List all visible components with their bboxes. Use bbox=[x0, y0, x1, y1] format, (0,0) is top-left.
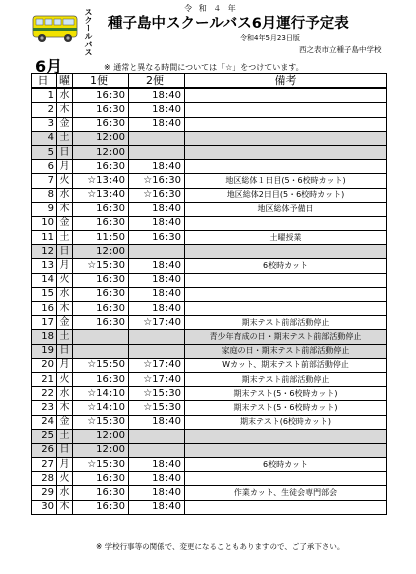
day-cell: 27 bbox=[32, 458, 57, 472]
bus1-time-cell: 16:30 bbox=[73, 88, 129, 103]
weekday-cell: 火 bbox=[57, 273, 73, 287]
bus2-time-cell: 18:40 bbox=[129, 287, 185, 301]
table-row bbox=[32, 415, 387, 429]
bus1-time-cell: 16:30 bbox=[73, 117, 129, 131]
bus1-time-cell: ☆14:10 bbox=[73, 387, 129, 401]
day-cell: 12 bbox=[32, 245, 57, 259]
bus1-time-cell: 16:30 bbox=[73, 302, 129, 316]
bus1-time-cell: ☆13:40 bbox=[73, 174, 129, 188]
remarks-cell bbox=[185, 117, 387, 131]
remarks-cell: 作業カット、生徒会専門部会 bbox=[185, 486, 387, 500]
bus2-time-cell: 18:40 bbox=[129, 259, 185, 273]
day-cell: 22 bbox=[32, 387, 57, 401]
day-cell: 1 bbox=[32, 88, 57, 103]
table-header-row bbox=[32, 74, 387, 89]
edition-date: 令和4年5月23日版 bbox=[240, 34, 300, 42]
bus2-time-cell: ☆16:30 bbox=[129, 174, 185, 188]
bus2-time-cell: ☆17:40 bbox=[129, 316, 185, 330]
bus2-time-cell bbox=[129, 429, 185, 443]
day-cell: 10 bbox=[32, 216, 57, 230]
weekday-cell: 金 bbox=[57, 216, 73, 230]
remarks-cell: 6校時カット bbox=[185, 259, 387, 273]
day-cell: 26 bbox=[32, 443, 57, 457]
weekday-cell: 水 bbox=[57, 387, 73, 401]
table-row bbox=[32, 160, 387, 174]
weekday-cell: 水 bbox=[57, 287, 73, 301]
table-row bbox=[32, 287, 387, 301]
table-row bbox=[32, 443, 387, 457]
day-cell: 29 bbox=[32, 486, 57, 500]
remarks-cell: 期末テスト(5・6校時カット) bbox=[185, 401, 387, 415]
bus1-time-cell bbox=[73, 330, 129, 344]
weekday-cell: 土 bbox=[57, 330, 73, 344]
day-cell: 11 bbox=[32, 231, 57, 245]
table-row bbox=[32, 500, 387, 514]
table-row bbox=[32, 372, 387, 386]
weekday-cell: 火 bbox=[57, 472, 73, 486]
bus2-time-cell: 18:40 bbox=[129, 103, 185, 117]
remarks-cell bbox=[185, 429, 387, 443]
bus2-time-cell: ☆17:40 bbox=[129, 358, 185, 372]
header-day: 日 bbox=[32, 74, 57, 89]
table-row bbox=[32, 316, 387, 330]
weekday-cell: 金 bbox=[57, 316, 73, 330]
remarks-cell bbox=[185, 287, 387, 301]
bus2-time-cell: ☆16:30 bbox=[129, 188, 185, 202]
bus2-time-cell: 18:40 bbox=[129, 273, 185, 287]
remarks-cell: 家庭の日・期末テスト前部活動停止 bbox=[185, 344, 387, 358]
schedule-table bbox=[31, 73, 387, 515]
bus2-time-cell: 18:40 bbox=[129, 472, 185, 486]
day-cell: 13 bbox=[32, 259, 57, 273]
remarks-cell bbox=[185, 245, 387, 259]
table-row bbox=[32, 117, 387, 131]
remarks-cell bbox=[185, 103, 387, 117]
remarks-cell bbox=[185, 472, 387, 486]
remarks-cell bbox=[185, 131, 387, 145]
remarks-cell bbox=[185, 216, 387, 230]
remarks-cell: Wカット、期末テスト前部活動停止 bbox=[185, 358, 387, 372]
weekday-cell: 日 bbox=[57, 245, 73, 259]
bus2-time-cell bbox=[129, 245, 185, 259]
header-bus1: 1便 bbox=[73, 74, 129, 89]
weekday-cell: 日 bbox=[57, 344, 73, 358]
weekday-cell: 土 bbox=[57, 131, 73, 145]
bus2-time-cell: 18:40 bbox=[129, 458, 185, 472]
remarks-cell: 6校時カット bbox=[185, 458, 387, 472]
bus1-time-cell: 16:30 bbox=[73, 273, 129, 287]
day-cell: 9 bbox=[32, 202, 57, 216]
weekday-cell: 金 bbox=[57, 415, 73, 429]
remarks-cell: 地区総体2日目(5・6校時カット) bbox=[185, 188, 387, 202]
bus2-time-cell: 18:40 bbox=[129, 216, 185, 230]
table-row bbox=[32, 387, 387, 401]
header-weekday: 曜 bbox=[57, 74, 73, 89]
remarks-cell bbox=[185, 88, 387, 103]
day-cell: 25 bbox=[32, 429, 57, 443]
table-row bbox=[32, 131, 387, 145]
bus1-time-cell: 16:30 bbox=[73, 216, 129, 230]
day-cell: 3 bbox=[32, 117, 57, 131]
bus2-time-cell: 18:40 bbox=[129, 88, 185, 103]
day-cell: 15 bbox=[32, 287, 57, 301]
weekday-cell: 土 bbox=[57, 429, 73, 443]
weekday-cell: 月 bbox=[57, 458, 73, 472]
table-row bbox=[32, 103, 387, 117]
bus1-time-cell: ☆15:50 bbox=[73, 358, 129, 372]
weekday-cell: 日 bbox=[57, 145, 73, 159]
bus2-time-cell: 18:40 bbox=[129, 500, 185, 514]
bus2-time-cell bbox=[129, 131, 185, 145]
bus2-time-cell: 18:40 bbox=[129, 117, 185, 131]
day-cell: 6 bbox=[32, 160, 57, 174]
weekday-cell: 火 bbox=[57, 174, 73, 188]
bus1-time-cell: 12:00 bbox=[73, 443, 129, 457]
table-row bbox=[32, 344, 387, 358]
weekday-cell: 日 bbox=[57, 443, 73, 457]
table-row bbox=[32, 231, 387, 245]
bus1-time-cell: ☆14:10 bbox=[73, 401, 129, 415]
table-row bbox=[32, 486, 387, 500]
weekday-cell: 木 bbox=[57, 500, 73, 514]
weekday-cell: 月 bbox=[57, 160, 73, 174]
vertical-label: スクールバス bbox=[84, 8, 93, 56]
day-cell: 5 bbox=[32, 145, 57, 159]
day-cell: 17 bbox=[32, 316, 57, 330]
day-cell: 21 bbox=[32, 372, 57, 386]
bus2-time-cell: 18:40 bbox=[129, 302, 185, 316]
bus1-time-cell: ☆15:30 bbox=[73, 259, 129, 273]
day-cell: 30 bbox=[32, 500, 57, 514]
bus1-time-cell: 12:00 bbox=[73, 131, 129, 145]
remarks-cell: 期末テスト前部活動停止 bbox=[185, 316, 387, 330]
table-row bbox=[32, 174, 387, 188]
bus2-time-cell: 18:40 bbox=[129, 202, 185, 216]
bus2-time-cell: 18:40 bbox=[129, 486, 185, 500]
day-cell: 23 bbox=[32, 401, 57, 415]
weekday-cell: 木 bbox=[57, 202, 73, 216]
table-row bbox=[32, 216, 387, 230]
footnote: ※ 学校行事等の関係で、変更になることもありますので、ご了承下さい。 bbox=[96, 542, 345, 551]
day-cell: 7 bbox=[32, 174, 57, 188]
remarks-cell: 地区総体予備日 bbox=[185, 202, 387, 216]
remarks-cell bbox=[185, 160, 387, 174]
day-cell: 24 bbox=[32, 415, 57, 429]
bus1-time-cell: 16:30 bbox=[73, 316, 129, 330]
header-bus2: 2便 bbox=[129, 74, 185, 89]
bus2-time-cell: 16:30 bbox=[129, 231, 185, 245]
remarks-cell bbox=[185, 443, 387, 457]
day-cell: 19 bbox=[32, 344, 57, 358]
day-cell: 20 bbox=[32, 358, 57, 372]
table-row bbox=[32, 202, 387, 216]
bus1-time-cell bbox=[73, 344, 129, 358]
table-row bbox=[32, 302, 387, 316]
bus1-time-cell: ☆15:30 bbox=[73, 415, 129, 429]
weekday-cell: 木 bbox=[57, 302, 73, 316]
bus1-time-cell: 16:30 bbox=[73, 500, 129, 514]
month-label: 6月 bbox=[35, 57, 63, 76]
table-row bbox=[32, 88, 387, 103]
day-cell: 14 bbox=[32, 273, 57, 287]
weekday-cell: 土 bbox=[57, 231, 73, 245]
table-row bbox=[32, 259, 387, 273]
table-row bbox=[32, 472, 387, 486]
day-cell: 8 bbox=[32, 188, 57, 202]
weekday-cell: 木 bbox=[57, 401, 73, 415]
bus2-time-cell bbox=[129, 330, 185, 344]
weekday-cell: 月 bbox=[57, 358, 73, 372]
table-row bbox=[32, 145, 387, 159]
legend-note: ※ 通常と異なる時間については「☆」をつけています。 bbox=[104, 63, 304, 72]
bus2-time-cell: ☆15:30 bbox=[129, 401, 185, 415]
bus1-time-cell: ☆15:30 bbox=[73, 458, 129, 472]
weekday-cell: 火 bbox=[57, 372, 73, 386]
weekday-cell: 水 bbox=[57, 188, 73, 202]
table-row bbox=[32, 358, 387, 372]
remarks-cell: 期末テスト前部活動停止 bbox=[185, 372, 387, 386]
bus1-time-cell: 16:30 bbox=[73, 472, 129, 486]
bus1-time-cell: 16:30 bbox=[73, 287, 129, 301]
day-cell: 4 bbox=[32, 131, 57, 145]
table-row bbox=[32, 458, 387, 472]
table-row bbox=[32, 245, 387, 259]
bus1-time-cell: 16:30 bbox=[73, 202, 129, 216]
bus2-time-cell: ☆15:30 bbox=[129, 387, 185, 401]
table-row bbox=[32, 273, 387, 287]
remarks-cell bbox=[185, 145, 387, 159]
remarks-cell: 期末テスト(6校時カット) bbox=[185, 415, 387, 429]
bus1-time-cell: 16:30 bbox=[73, 160, 129, 174]
weekday-cell: 月 bbox=[57, 259, 73, 273]
table-row bbox=[32, 188, 387, 202]
remarks-cell: 土曜授業 bbox=[185, 231, 387, 245]
bus1-time-cell: 12:00 bbox=[73, 145, 129, 159]
era-label: 令 和 ４ 年 bbox=[184, 4, 238, 13]
day-cell: 16 bbox=[32, 302, 57, 316]
bus2-time-cell: ☆17:40 bbox=[129, 372, 185, 386]
weekday-cell: 金 bbox=[57, 117, 73, 131]
weekday-cell: 木 bbox=[57, 103, 73, 117]
day-cell: 18 bbox=[32, 330, 57, 344]
header-remarks: 備考 bbox=[185, 74, 387, 89]
page-title: 種子島中スクールバス6月運行予定表 bbox=[108, 16, 349, 32]
bus2-time-cell: 18:40 bbox=[129, 160, 185, 174]
bus1-time-cell: 16:30 bbox=[73, 372, 129, 386]
bus1-time-cell: 16:30 bbox=[73, 486, 129, 500]
bus1-time-cell: 16:30 bbox=[73, 103, 129, 117]
remarks-cell bbox=[185, 273, 387, 287]
remarks-cell bbox=[185, 500, 387, 514]
bus1-time-cell: 11:50 bbox=[73, 231, 129, 245]
day-cell: 28 bbox=[32, 472, 57, 486]
school-bus-icon bbox=[31, 12, 79, 44]
remarks-cell: 青少年育成の日・期末テスト前部活動停止 bbox=[185, 330, 387, 344]
bus1-time-cell: 12:00 bbox=[73, 429, 129, 443]
remarks-cell: 地区総体１日目(5・6校時カット) bbox=[185, 174, 387, 188]
day-cell: 2 bbox=[32, 103, 57, 117]
weekday-cell: 水 bbox=[57, 88, 73, 103]
bus2-time-cell: 18:40 bbox=[129, 415, 185, 429]
table-row bbox=[32, 429, 387, 443]
school-name: 西之表市立種子島中学校 bbox=[299, 45, 382, 54]
table-row bbox=[32, 330, 387, 344]
table-row bbox=[32, 401, 387, 415]
bus2-time-cell bbox=[129, 443, 185, 457]
remarks-cell: 期末テスト(5・6校時カット) bbox=[185, 387, 387, 401]
bus2-time-cell bbox=[129, 145, 185, 159]
bus2-time-cell bbox=[129, 344, 185, 358]
remarks-cell bbox=[185, 302, 387, 316]
bus1-time-cell: 12:00 bbox=[73, 245, 129, 259]
bus1-time-cell: ☆13:40 bbox=[73, 188, 129, 202]
weekday-cell: 水 bbox=[57, 486, 73, 500]
